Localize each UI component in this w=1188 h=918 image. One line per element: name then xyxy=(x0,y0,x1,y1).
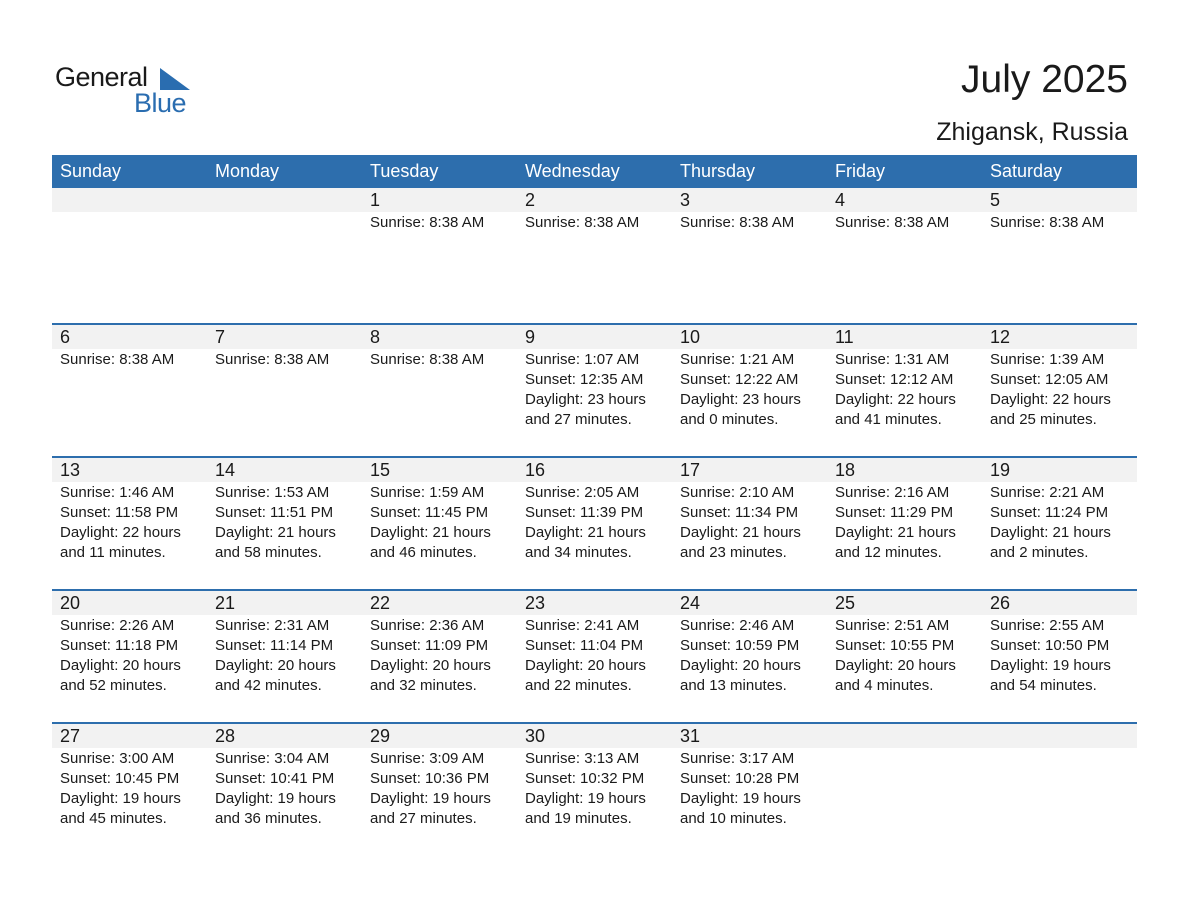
day-number: 18 xyxy=(827,458,982,482)
day-info-line: Daylight: 20 hours xyxy=(835,657,956,674)
day-number: 11 xyxy=(827,325,982,349)
day-info-line: Daylight: 22 hours xyxy=(990,391,1111,408)
logo-blue-text: Blue xyxy=(134,88,187,118)
day-cell xyxy=(207,458,362,563)
day-info-line: Sunset: 10:32 PM xyxy=(525,770,645,787)
day-info-line: Sunrise: 3:17 AM xyxy=(680,750,795,767)
day-cell xyxy=(517,724,672,829)
day-info-line: Sunset: 12:12 AM xyxy=(835,371,954,388)
day-info-line: Sunrise: 3:04 AM xyxy=(215,750,330,767)
day-info xyxy=(207,349,362,370)
day-info-line: and 32 minutes. xyxy=(370,677,477,694)
day-number: 29 xyxy=(362,724,517,748)
day-info-line: Sunrise: 8:38 AM xyxy=(680,214,795,231)
day-info xyxy=(362,748,517,829)
day-number: 22 xyxy=(362,591,517,615)
day-info-line: Sunset: 11:09 PM xyxy=(370,637,489,654)
day-info-line: Sunset: 11:04 PM xyxy=(525,637,644,654)
day-info-line: Sunrise: 2:46 AM xyxy=(680,617,795,634)
day-info xyxy=(52,615,207,696)
day-cell xyxy=(982,591,1137,696)
day-info xyxy=(52,482,207,563)
day-info-line: and 42 minutes. xyxy=(215,677,322,694)
day-cell xyxy=(672,458,827,563)
day-info-line: Sunrise: 1:07 AM xyxy=(525,351,640,368)
day-info-line: Sunrise: 8:38 AM xyxy=(370,214,485,231)
weekday-label: Friday xyxy=(835,161,886,181)
day-info-line: Daylight: 22 hours xyxy=(835,391,956,408)
day-info-line: and 23 minutes. xyxy=(680,544,787,561)
day-info xyxy=(982,482,1137,563)
day-info-line: Sunrise: 1:53 AM xyxy=(215,484,330,501)
day-number: 19 xyxy=(982,458,1137,482)
day-number xyxy=(52,188,207,212)
day-info-line: Sunrise: 2:21 AM xyxy=(990,484,1105,501)
page-title: July 2025 xyxy=(961,58,1128,101)
day-info-line: Sunrise: 8:38 AM xyxy=(60,351,175,368)
day-info xyxy=(362,482,517,563)
day-info xyxy=(517,349,672,430)
day-info-line: Sunrise: 1:59 AM xyxy=(370,484,485,501)
day-cell xyxy=(52,325,207,370)
day-info-line: Sunrise: 1:39 AM xyxy=(990,351,1105,368)
day-info xyxy=(517,748,672,829)
day-info-line: Sunrise: 3:13 AM xyxy=(525,750,640,767)
day-info-line: Daylight: 19 hours xyxy=(525,790,646,807)
calendar-week-row xyxy=(52,722,1137,855)
day-info-line: Daylight: 19 hours xyxy=(370,790,491,807)
day-info xyxy=(672,615,827,696)
day-info-line: Sunrise: 8:38 AM xyxy=(370,351,485,368)
day-cell xyxy=(982,325,1137,430)
day-cell xyxy=(362,458,517,563)
day-number: 16 xyxy=(517,458,672,482)
day-info xyxy=(52,212,207,213)
day-info xyxy=(827,482,982,563)
week-cells xyxy=(52,591,1137,696)
day-info-line: Sunrise: 2:16 AM xyxy=(835,484,950,501)
day-info-line: Sunset: 10:28 PM xyxy=(680,770,800,787)
day-cell xyxy=(52,591,207,696)
day-info xyxy=(207,748,362,829)
day-info-line: and 27 minutes. xyxy=(525,411,632,428)
day-info-line: Sunset: 11:14 PM xyxy=(215,637,334,654)
logo xyxy=(55,62,205,122)
day-info xyxy=(672,349,827,430)
day-info-line: Daylight: 20 hours xyxy=(215,657,336,674)
day-info-line: and 52 minutes. xyxy=(60,677,167,694)
calendar xyxy=(52,155,1137,855)
day-number: 1 xyxy=(362,188,517,212)
day-info-line: and 0 minutes. xyxy=(680,411,779,428)
day-number: 9 xyxy=(517,325,672,349)
day-info-line: and 45 minutes. xyxy=(60,810,167,827)
day-info-line: and 25 minutes. xyxy=(990,411,1097,428)
day-info-line: Sunset: 12:05 AM xyxy=(990,371,1109,388)
day-number: 23 xyxy=(517,591,672,615)
day-cell xyxy=(827,724,982,749)
day-info xyxy=(517,482,672,563)
day-cell xyxy=(672,591,827,696)
day-cell xyxy=(362,188,517,233)
day-cell xyxy=(52,724,207,829)
day-info-line: Daylight: 20 hours xyxy=(680,657,801,674)
day-cell xyxy=(207,188,362,213)
day-number: 21 xyxy=(207,591,362,615)
day-info-line: Sunset: 10:59 PM xyxy=(680,637,800,654)
day-info xyxy=(672,482,827,563)
day-number: 13 xyxy=(52,458,207,482)
weekday-label: Tuesday xyxy=(370,161,439,181)
day-info xyxy=(827,615,982,696)
day-number: 20 xyxy=(52,591,207,615)
day-number: 31 xyxy=(672,724,827,748)
day-cell xyxy=(982,724,1137,749)
day-info-line: Daylight: 20 hours xyxy=(525,657,646,674)
day-info-line: Daylight: 19 hours xyxy=(215,790,336,807)
day-info xyxy=(982,212,1137,233)
day-number: 4 xyxy=(827,188,982,212)
day-number: 25 xyxy=(827,591,982,615)
day-info-line: Sunrise: 2:05 AM xyxy=(525,484,640,501)
day-cell xyxy=(982,188,1137,233)
day-info-line: Daylight: 21 hours xyxy=(370,524,491,541)
day-info xyxy=(207,482,362,563)
day-info-line: Daylight: 23 hours xyxy=(680,391,801,408)
day-number: 26 xyxy=(982,591,1137,615)
day-info-line: Sunrise: 2:51 AM xyxy=(835,617,950,634)
location-subtitle: Zhigansk, Russia xyxy=(936,118,1128,146)
day-info-line: and 58 minutes. xyxy=(215,544,322,561)
day-info-line: Daylight: 21 hours xyxy=(525,524,646,541)
day-info-line: Sunset: 11:29 PM xyxy=(835,504,954,521)
day-info-line: Daylight: 20 hours xyxy=(60,657,181,674)
weekday-label: Saturday xyxy=(990,161,1063,181)
day-info-line: Sunrise: 8:38 AM xyxy=(835,214,950,231)
day-cell xyxy=(207,724,362,829)
calendar-week-row xyxy=(52,456,1137,589)
day-info-line: Sunrise: 8:38 AM xyxy=(525,214,640,231)
logo-triangle-icon xyxy=(160,68,190,90)
day-info-line: and 36 minutes. xyxy=(215,810,322,827)
day-info-line: Sunset: 11:24 PM xyxy=(990,504,1109,521)
day-cell xyxy=(517,458,672,563)
calendar-weeks xyxy=(52,188,1137,855)
day-info-line: and 11 minutes. xyxy=(60,544,166,561)
day-info-line: Sunrise: 2:10 AM xyxy=(680,484,795,501)
day-info-line: Sunset: 10:41 PM xyxy=(215,770,335,787)
day-info xyxy=(672,212,827,233)
day-info-line: Sunset: 10:50 PM xyxy=(990,637,1110,654)
day-info xyxy=(207,212,362,213)
day-info-line: Sunrise: 2:41 AM xyxy=(525,617,640,634)
day-info-line: Sunrise: 3:00 AM xyxy=(60,750,175,767)
day-cell xyxy=(827,188,982,233)
day-number: 14 xyxy=(207,458,362,482)
day-number xyxy=(982,724,1137,748)
day-info-line: Daylight: 21 hours xyxy=(680,524,801,541)
day-info xyxy=(52,349,207,370)
day-cell xyxy=(207,325,362,370)
day-info-line: Sunset: 11:58 PM xyxy=(60,504,179,521)
day-info-line: and 41 minutes. xyxy=(835,411,942,428)
day-info-line: Sunset: 11:51 PM xyxy=(215,504,334,521)
day-info-line: Sunrise: 1:21 AM xyxy=(680,351,795,368)
day-cell xyxy=(362,591,517,696)
day-info xyxy=(362,615,517,696)
day-number: 30 xyxy=(517,724,672,748)
day-cell xyxy=(827,325,982,430)
day-cell xyxy=(52,458,207,563)
day-cell xyxy=(672,188,827,233)
day-info xyxy=(982,748,1137,749)
day-info xyxy=(517,212,672,233)
day-cell xyxy=(827,458,982,563)
day-info-line: Sunset: 11:39 PM xyxy=(525,504,644,521)
day-cell xyxy=(362,325,517,370)
day-info xyxy=(827,349,982,430)
day-info-line: and 10 minutes. xyxy=(680,810,787,827)
day-info-line: Sunset: 12:22 AM xyxy=(680,371,799,388)
day-number: 27 xyxy=(52,724,207,748)
day-info-line: and 12 minutes. xyxy=(835,544,942,561)
day-info-line: and 34 minutes. xyxy=(525,544,632,561)
day-number: 15 xyxy=(362,458,517,482)
day-number xyxy=(827,724,982,748)
day-info xyxy=(827,212,982,233)
day-cell xyxy=(672,325,827,430)
day-cell xyxy=(517,188,672,233)
weekday-label: Monday xyxy=(215,161,280,181)
weekday-label: Wednesday xyxy=(525,161,620,181)
day-info-line: Sunrise: 1:31 AM xyxy=(835,351,950,368)
day-info xyxy=(362,212,517,233)
day-info-line: Sunset: 11:45 PM xyxy=(370,504,489,521)
day-number: 8 xyxy=(362,325,517,349)
day-number: 6 xyxy=(52,325,207,349)
day-info-line: and 13 minutes. xyxy=(680,677,787,694)
week-cells xyxy=(52,724,1137,829)
day-info-line: and 27 minutes. xyxy=(370,810,477,827)
day-info xyxy=(207,615,362,696)
day-number: 5 xyxy=(982,188,1137,212)
day-info xyxy=(517,615,672,696)
day-cell xyxy=(672,724,827,829)
day-info-line: Daylight: 19 hours xyxy=(60,790,181,807)
day-info-line: Sunrise: 2:26 AM xyxy=(60,617,175,634)
day-info-line: Sunset: 10:36 PM xyxy=(370,770,490,787)
day-info xyxy=(672,748,827,829)
day-info-line: and 22 minutes. xyxy=(525,677,632,694)
day-number: 10 xyxy=(672,325,827,349)
day-number: 24 xyxy=(672,591,827,615)
day-info-line: Sunrise: 2:36 AM xyxy=(370,617,485,634)
day-info-line: and 46 minutes. xyxy=(370,544,477,561)
week-cells xyxy=(52,325,1137,430)
calendar-week-row xyxy=(52,589,1137,722)
day-number: 2 xyxy=(517,188,672,212)
day-cell xyxy=(52,188,207,213)
day-info-line: Sunrise: 8:38 AM xyxy=(990,214,1105,231)
day-info-line: Sunset: 10:55 PM xyxy=(835,637,955,654)
calendar-week-row xyxy=(52,188,1137,323)
day-info-line: Sunrise: 1:46 AM xyxy=(60,484,175,501)
day-info-line: Sunset: 12:35 AM xyxy=(525,371,644,388)
day-info xyxy=(827,748,982,749)
weekday-header xyxy=(52,155,1137,188)
day-info-line: Daylight: 21 hours xyxy=(215,524,336,541)
day-info-line: Daylight: 19 hours xyxy=(680,790,801,807)
day-info-line: and 2 minutes. xyxy=(990,544,1089,561)
day-number: 7 xyxy=(207,325,362,349)
day-info xyxy=(362,349,517,370)
day-info-line: Daylight: 20 hours xyxy=(370,657,491,674)
day-info-line: and 54 minutes. xyxy=(990,677,1097,694)
weekday-label: Sunday xyxy=(60,161,122,181)
logo-general-text: General xyxy=(55,62,148,92)
day-cell xyxy=(207,591,362,696)
day-cell xyxy=(827,591,982,696)
day-cell xyxy=(362,724,517,829)
day-number: 28 xyxy=(207,724,362,748)
day-info-line: Sunset: 10:45 PM xyxy=(60,770,180,787)
day-cell xyxy=(517,591,672,696)
day-info xyxy=(52,748,207,829)
day-info-line: and 19 minutes. xyxy=(525,810,632,827)
day-number: 17 xyxy=(672,458,827,482)
day-info xyxy=(982,349,1137,430)
week-cells xyxy=(52,188,1137,233)
day-cell xyxy=(982,458,1137,563)
day-info-line: Sunrise: 2:55 AM xyxy=(990,617,1105,634)
calendar-week-row xyxy=(52,323,1137,456)
day-info-line: Daylight: 21 hours xyxy=(835,524,956,541)
day-info-line: Daylight: 23 hours xyxy=(525,391,646,408)
week-cells xyxy=(52,458,1137,563)
day-cell xyxy=(517,325,672,430)
weekday-label: Thursday xyxy=(680,161,756,181)
day-info-line: Sunset: 11:34 PM xyxy=(680,504,799,521)
day-info-line: and 4 minutes. xyxy=(835,677,934,694)
day-info-line: Sunrise: 8:38 AM xyxy=(215,351,330,368)
day-info-line: Sunrise: 3:09 AM xyxy=(370,750,485,767)
day-info xyxy=(982,615,1137,696)
day-info-line: Sunset: 11:18 PM xyxy=(60,637,179,654)
day-info-line: Daylight: 22 hours xyxy=(60,524,181,541)
day-info-line: Daylight: 19 hours xyxy=(990,657,1111,674)
day-number xyxy=(207,188,362,212)
day-info-line: Daylight: 21 hours xyxy=(990,524,1111,541)
day-number: 3 xyxy=(672,188,827,212)
day-info-line: Sunrise: 2:31 AM xyxy=(215,617,330,634)
day-number: 12 xyxy=(982,325,1137,349)
